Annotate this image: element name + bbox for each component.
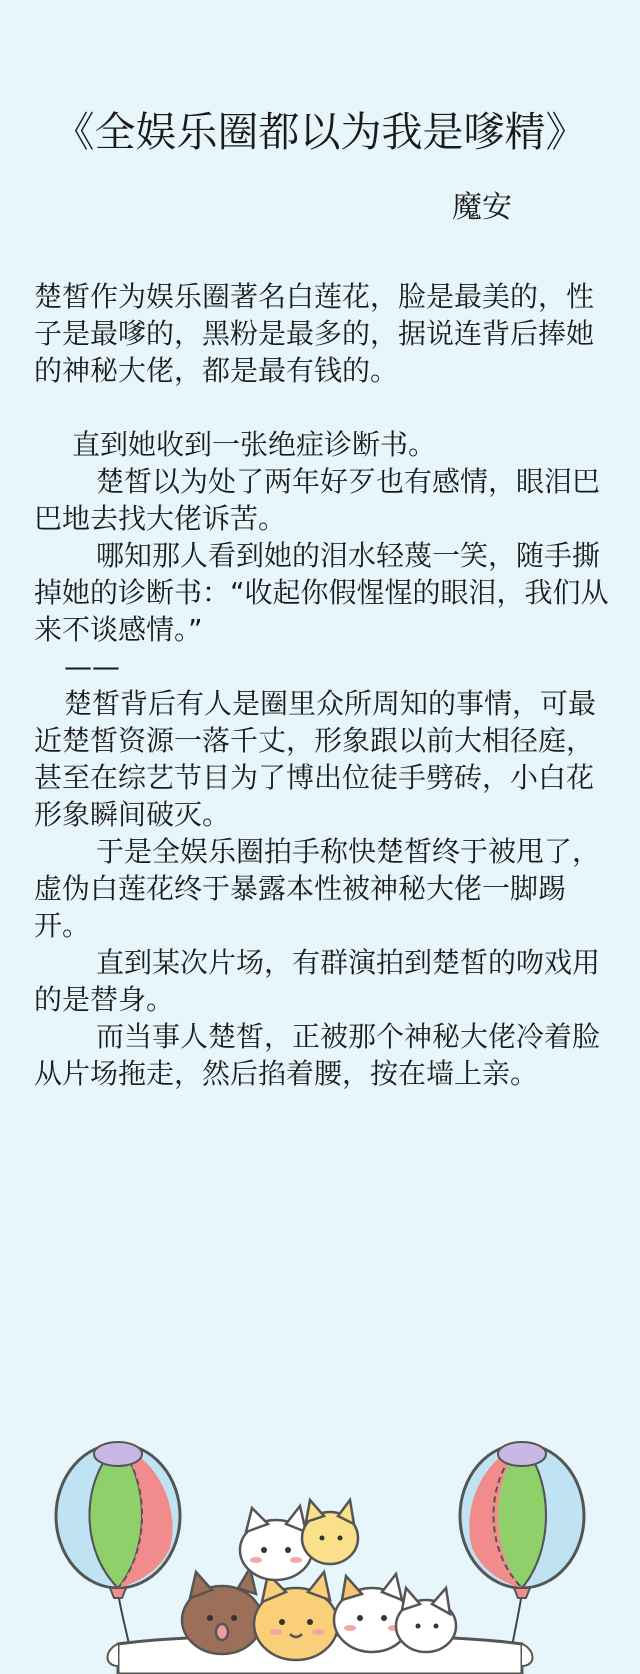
- paragraph-6: 于是全娱乐圈拍手称快楚皙终于被甩了，虚伪白莲花终于暴露本性被神秘大佬一脚踢开。: [34, 835, 601, 942]
- paragraph-7: 直到某次片场，有群演拍到楚皙的吻戏用的是替身。: [34, 946, 601, 1016]
- author-name: 魔安: [452, 190, 512, 225]
- paragraph-5: 楚皙背后有人是圈里众所周知的事情，可最近楚皙资源一落千丈，形象跟以前大相径庭，甚至在综艺节目为了博出位徒手劈砖，小白花形象瞬间破灭。: [34, 687, 597, 831]
- paragraph-2: 直到她收到一张绝症诊断书。: [72, 428, 437, 461]
- section-divider: ——: [64, 650, 120, 683]
- paragraph-gap: [34, 389, 616, 426]
- synopsis-body: [34, 278, 616, 1092]
- paragraph-4: 哪知那人看到她的泪水轻蔑一笑，随手撕掉她的诊断书：“收起你假惺惺的眼泪，我们从来不谈感情。”: [34, 539, 609, 646]
- book-title: 《全娱乐圈都以为我是嗲精》: [53, 108, 587, 156]
- right-balloon-icon: [460, 1442, 584, 1598]
- paragraph-8: 而当事人楚皙，正被那个神秘大佬冷着脸从片场拖走，然后掐着腰，按在墙上亲。: [34, 1020, 601, 1090]
- paragraph-1: 楚皙作为娱乐圈著名白莲花，脸是最美的，性子是最嗲的，黑粉是最多的，据说连背后捧她的神秘大佬，都是最有钱的。: [34, 280, 595, 387]
- cats-pile-icon: [182, 1500, 456, 1660]
- paragraph-3: 楚皙以为处了两年好歹也有感情，眼泪巴巴地去找大佬诉苦。: [34, 465, 601, 535]
- balloons-and-cats-icon: [0, 1420, 640, 1674]
- left-balloon-icon: [56, 1442, 180, 1598]
